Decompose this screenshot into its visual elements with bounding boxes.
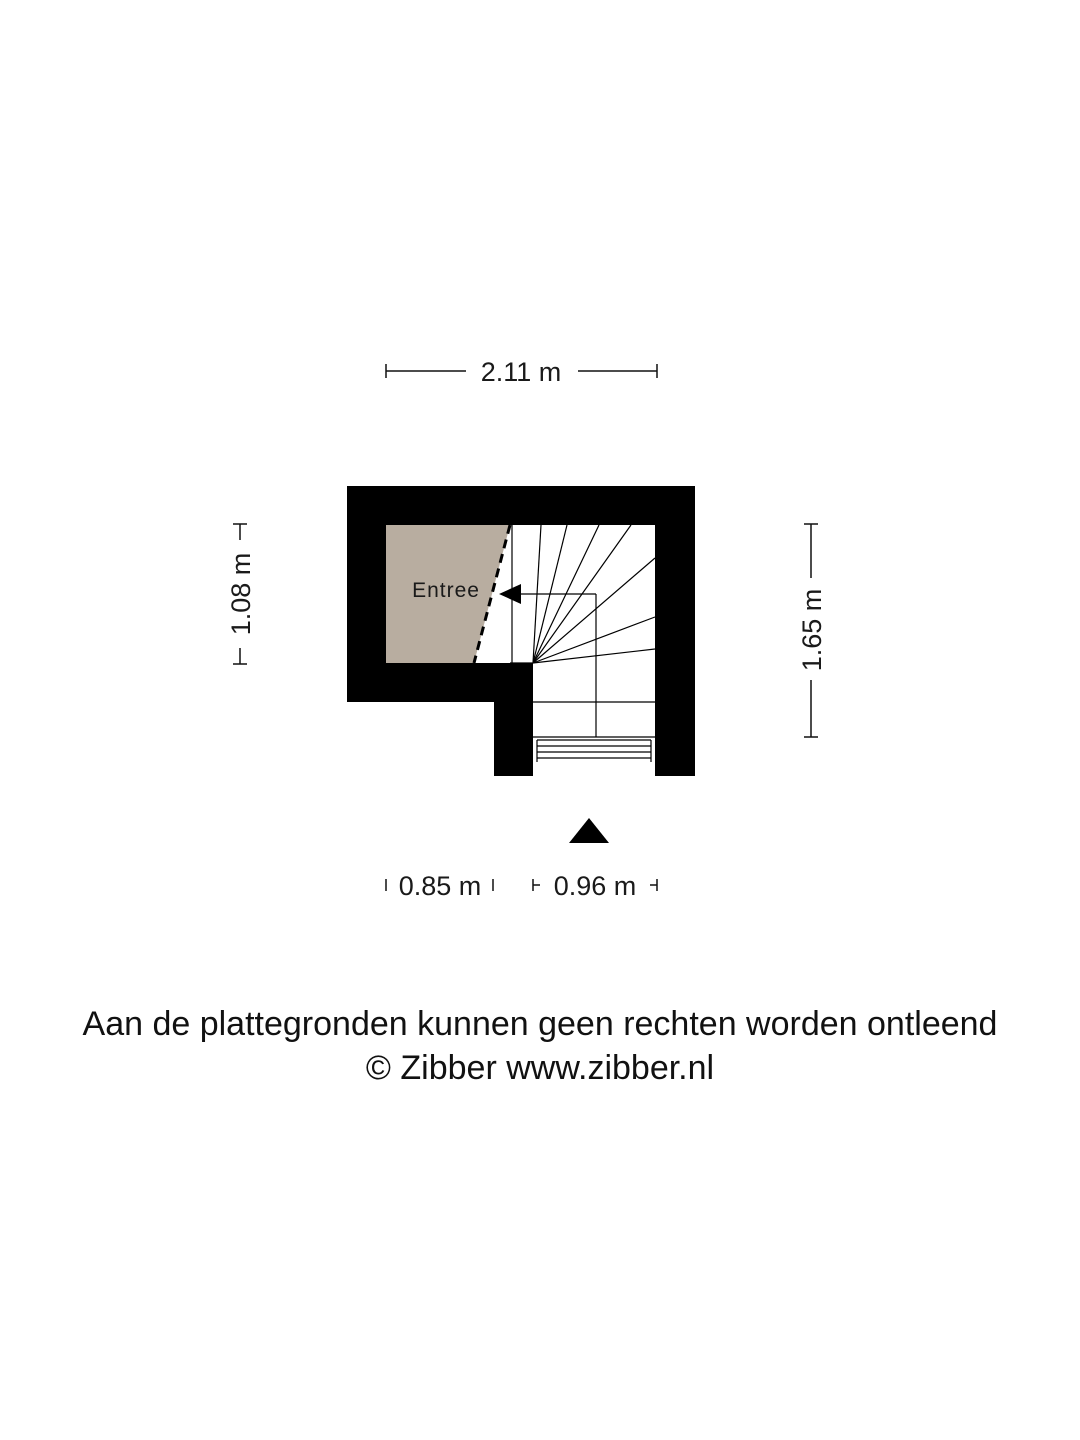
dimension-left <box>226 524 256 664</box>
dimension-right <box>797 524 827 737</box>
dimension-left-label: 1.08 m <box>226 552 256 636</box>
disclaimer-text: Aan de plattegronden kunnen geen rechten worden ontleend <box>82 1005 998 1043</box>
dimension-top <box>386 357 657 387</box>
room-label-entree: Entree <box>412 579 480 602</box>
entrance-marker-icon <box>569 818 609 843</box>
dimension-right-label: 1.65 m <box>797 588 827 672</box>
dimension-bottom-right-label: 0.96 m <box>553 871 637 901</box>
dimension-bottom-left <box>386 871 493 901</box>
dimension-bottom-left-label: 0.85 m <box>398 871 482 901</box>
dimension-top-label: 2.11 m <box>480 357 562 387</box>
dimension-bottom-right <box>533 871 657 901</box>
copyright-text: © Zibber www.zibber.nl <box>365 1049 715 1087</box>
